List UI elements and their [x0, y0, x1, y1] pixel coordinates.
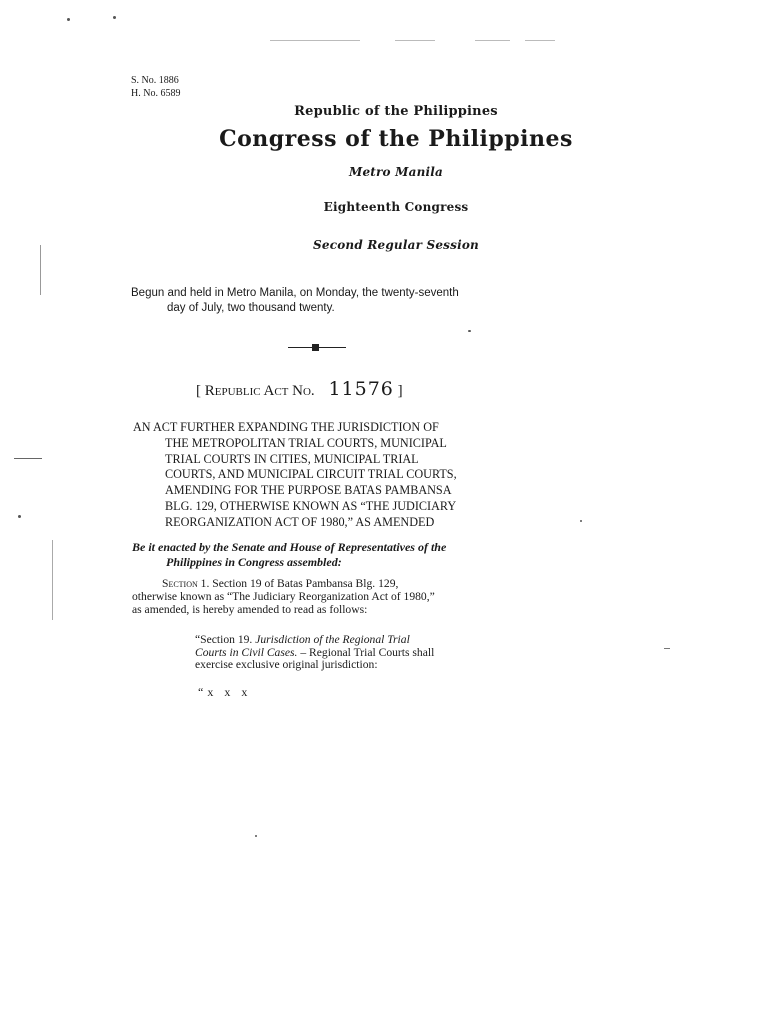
- house-bill-number: H. No. 6589: [131, 88, 181, 99]
- section-1-paragraph: [132, 577, 512, 616]
- enacting-line-1: Be it enacted by the Senate and House of Representatives of the: [132, 540, 447, 554]
- close-bracket: ]: [397, 383, 403, 399]
- section-19-line-3: exercise exclusive original jurisdiction:: [195, 658, 378, 671]
- open-bracket: [: [196, 383, 201, 399]
- session-heading: Second Regular Session: [313, 238, 479, 252]
- section-1-text: Section 19 of Batas Pambansa Blg. 129,: [209, 577, 399, 590]
- scan-mark: [270, 40, 360, 41]
- scan-mark: [395, 40, 435, 41]
- senate-bill-number: S. No. 1886: [131, 75, 179, 86]
- section-19-open: “Section 19.: [195, 633, 256, 646]
- section-19-title-part-2: Courts in Civil Cases.: [195, 645, 298, 659]
- scan-mark: [14, 458, 42, 459]
- congress-heading: Congress of the Philippines: [219, 126, 573, 152]
- republic-act-number: 11576: [328, 378, 394, 400]
- scan-speck: [113, 16, 116, 19]
- scan-mark: [40, 245, 41, 295]
- enacting-clause: [132, 540, 512, 570]
- ornament-divider-center: [312, 344, 319, 351]
- scan-speck: [255, 835, 257, 837]
- title-line: AN ACT FURTHER EXPANDING THE JURISDICTION OF: [133, 420, 439, 434]
- begun-line-1: Begun and held in Metro Manila, on Monday, the twenty-seventh: [131, 287, 459, 299]
- republic-act-number-line: [196, 378, 403, 400]
- begun-statement: [131, 286, 511, 316]
- scan-speck: [67, 18, 70, 21]
- section-19-text: – Regional Trial Courts shall: [297, 645, 435, 659]
- scan-speck: [18, 515, 21, 518]
- begun-line-2: day of July, two thousand twenty.: [167, 302, 335, 314]
- act-title: [133, 420, 509, 531]
- section-1-line-3: as amended, is hereby amended to read as follows:: [132, 603, 368, 616]
- section-1-line-1: [132, 577, 512, 590]
- congress-number-heading: Eighteenth Congress: [323, 200, 469, 214]
- scan-speck: [468, 330, 471, 332]
- republic-heading: Republic of the Philippines: [294, 104, 498, 119]
- title-line: TRIAL COURTS IN CITIES, MUNICIPAL TRIAL: [165, 451, 419, 466]
- section-1-heading: Section 1.: [162, 577, 210, 590]
- scan-mark: [525, 40, 555, 41]
- title-line: THE METROPOLITAN TRIAL COURTS, MUNICIPAL: [165, 435, 447, 450]
- title-line: COURTS, AND MUNICIPAL CIRCUIT TRIAL COURTS,: [165, 467, 457, 482]
- section-1-line-2: otherwise known as “The Judiciary Reorganization Act of 1980,”: [132, 590, 435, 603]
- title-line: AMENDING FOR THE PURPOSE BATAS PAMBANSA: [165, 483, 452, 498]
- scan-mark: [664, 648, 670, 649]
- section-19-title-part-1: Jurisdiction of the Regional Trial: [255, 633, 410, 646]
- bill-numbers: [131, 74, 180, 100]
- location-heading: Metro Manila: [348, 165, 444, 179]
- scan-mark: [52, 540, 53, 620]
- scan-mark: [475, 40, 510, 41]
- ellipsis-marker: “x x x: [198, 685, 252, 699]
- section-19-quote: [131, 634, 511, 672]
- enacting-line-2: Philippines in Congress assembled:: [166, 555, 342, 569]
- title-line: BLG. 129, OTHERWISE KNOWN AS “THE JUDICIARY: [165, 498, 457, 513]
- scan-speck: [580, 520, 582, 522]
- republic-act-label: Republic Act No.: [204, 383, 315, 399]
- title-line: REORGANIZATION ACT OF 1980,” AS AMENDED: [165, 514, 435, 529]
